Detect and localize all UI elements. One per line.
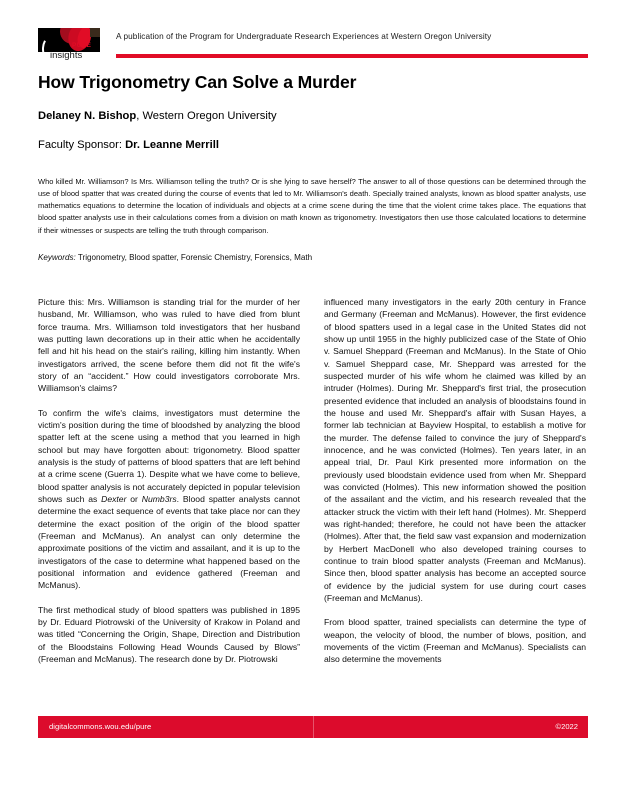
logo-insights-text: insights — [50, 50, 83, 61]
paragraph: Picture this: Mrs. Williamson is standing trial for the murder of her husband, Mr. Williamson, who was ruled to have died from blunt force trauma. Mrs. Williamson told investigators that her husband was putting lawn decorations up in their attic when he accidentally fell and hit his head on the stair's railing, killing him instantly. When investigators arrived, the scene before them did not fit the wife's story of an “accident.” How could investigators corroborate Mrs. Williamson's claims? — [38, 297, 300, 394]
page-title: How Trigonometry Can Solve a Murder — [38, 72, 357, 92]
author-byline — [38, 110, 277, 122]
keywords-value: Trigonometry, Blood spatter, Forensic Chemistry, Forensics, Math — [75, 253, 313, 262]
footer-divider — [313, 716, 314, 738]
right-column — [324, 296, 586, 666]
tv-show-title: Numb3rs — [141, 493, 177, 504]
author-name: Delaney N. Bishop — [38, 110, 137, 122]
paragraph-part: To confirm the wife's claims, investigators must determine the victim's position during the time of bloodshed by analyzing the blood spatter left at the scene using a method that you learned in high school but may have forgotten about: trigonometry. Blood spatter analysis is the study of patterns of blood spatters that are left behind at a crime scene (Guerra 1). Despite what we have come to believe, blood spatter analysis is not accurately depicted in popular television shows such as — [38, 407, 300, 504]
masthead-red-rule — [116, 54, 588, 58]
footer-bar — [38, 716, 588, 738]
faculty-sponsor-name: Dr. Leanne Merrill — [125, 139, 219, 151]
tv-show-title: Dexter — [101, 493, 127, 504]
paragraph: influenced many investigators in the early 20th century in France and Germany (Freeman and McManus). However, the first evidence of blood spatters used in a legal case in the United States did not show up until 1955 in the highly publicized case of the State of Ohio v. Samuel Sheppard (Freeman and McManus). In the State of Ohio v. Samuel Sheppard case, Mr. Sheppard was arrested for the suspected murder of his wife whom he claimed was killed by an intruder (Holmes). During Mr. Sheppard's first trial, the prosecution presented evidence that included an analysis of bloodstains found in the house and used Mr. Sheppard's affair with Susan Hayes, a former lab technician at Bayview Hospital, to establish a motive for the murder. The defense failed to convince the jury of Sheppard's innocence, and he was convicted (Holmes). Ten years later, in an appeal trial, Dr. Paul Kirk presented more information on the previously used bloodstain evidence used from when Mr. Sheppard was convicted (Holmes). This new information showed the position of the assailant and the victim, and his research revealed that the attacker struck the victim with their left hand (Holmes). Mr. Shepperd was right-handed; therefore, he could not have been the attacker (Holmes). After that, the field saw vast expansion and modernization by Herbert MacDonell who also developed training courses to continue to train blood spatter analysts (Freeman and McManus). Since then, blood spatter analysis has become an accepted source of evidence by the judicial system for use during court cases (Freeman and McManus). — [324, 297, 586, 603]
logo-corner-accent — [90, 28, 100, 37]
faculty-sponsor — [38, 139, 219, 151]
logo-pure-text: PURE — [72, 42, 92, 49]
footer-copyright: ©2022 — [555, 722, 578, 731]
left-column — [38, 296, 300, 665]
abstract-text: Who killed Mr. Williamson? Is Mrs. Williamson telling the truth? Or is she lying to save herself? The answer to all of those questions can be determined through the use of blood spatter that was created during the course of events that led to Mr. Williamson's death. Specially trained analysts, known as blood spatter analysts, use mathematics equations to determine the location of individuals and objects at a crime scene during the time that the violent crime takes place. The equations that blood spatter analysts use in their calculations comes from a division on math known as trigonometry. Investigators then use those calculated locations to determine if their witnesses or suspects are telling the truth through comparison. — [38, 177, 586, 235]
keywords-line — [38, 253, 586, 262]
masthead — [38, 28, 588, 72]
paragraph-part: or — [126, 493, 142, 504]
author-affiliation: , Western Oregon University — [136, 110, 277, 122]
body-columns — [38, 296, 586, 706]
faculty-sponsor-label: Faculty Sponsor: — [38, 139, 126, 151]
keywords-label: Keywords: — [38, 253, 76, 262]
paragraph: From blood spatter, trained specialists can determine the type of weapon, the velocity of blood, the number of blows, position, and movements of the victim (Freeman and McManus). Specialists can also determine the movements — [324, 617, 586, 665]
paragraph: The first methodical study of blood spatters was published in 1895 by Dr. Eduard Piotrowski of the University of Krakow in Poland and was titled “Concerning the Origin, Shape, Direction and Distribution of the Bloodstains Following Head Wounds Caused by Blows” (Freeman and McManus). The research done by Dr. Piotrowski — [38, 604, 300, 664]
pure-insights-logo — [38, 28, 100, 60]
footer-url[interactable]: digitalcommons.wou.edu/pure — [49, 722, 152, 731]
paragraph-part: . Blood spatter analysts cannot determine the exact sequence of events that take place nor can they determine the exact position of the origin of the blood spatter (Freeman and McManus). An analyst can only determine the approximate positions of the victim and assailant, and it is up to the investigators of the case to determine what happened based on the positional information and evidence gathered (Freeman and McManus). — [38, 493, 300, 591]
paragraph — [38, 407, 300, 592]
publication-tagline: A publication of the Program for Undergraduate Research Experiences at Western Oregon University — [116, 32, 492, 41]
